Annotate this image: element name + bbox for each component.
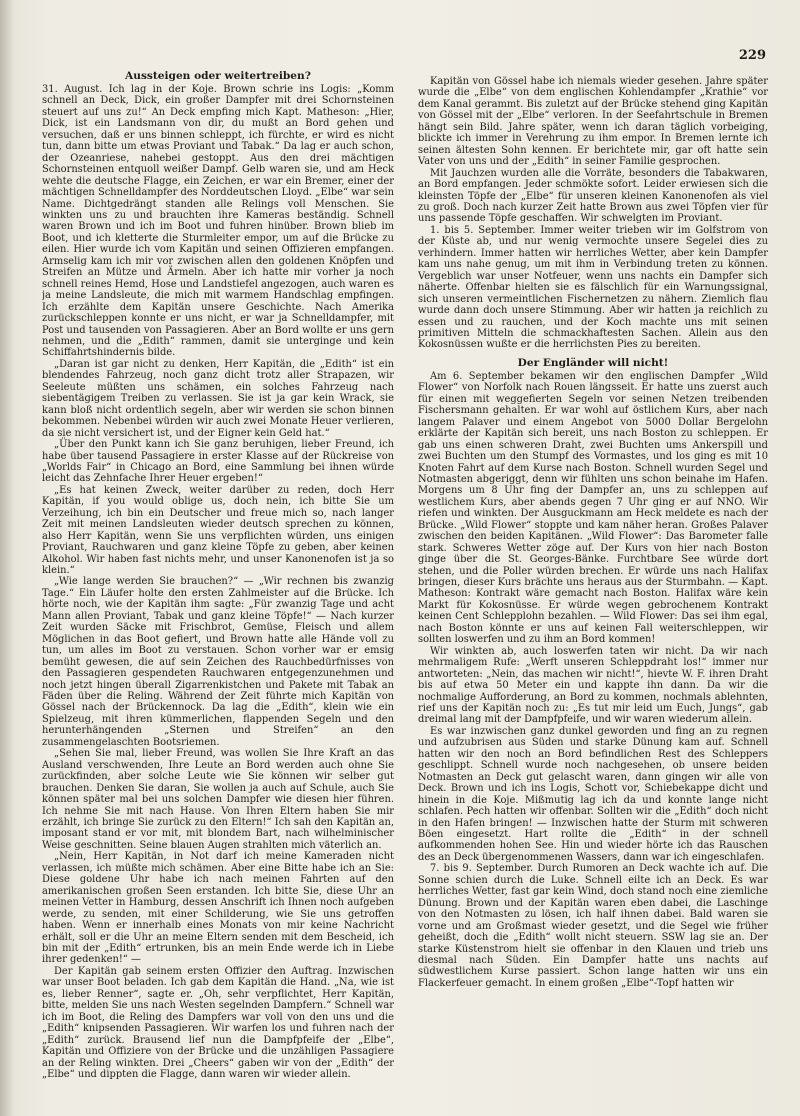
paragraph: Am 6. September bekamen wir den englischen Dampfer „Wild Flower“ von Norfolk nach Rouen längsseit. Er hatte uns zuerst auch für einen mit weggefierten Segeln vor seinen Netzen treibenden Fischersmann gehalten. Er war wohl auf östlichem Kurs, aber nach langem Palaver und einem Angebot von 5000 Dollar Bergelohn erklärte der Kapitän sich bereit, uns nach Boston zu schleppen. Er gab uns einen schweren Draht, zwei Buchten ums Ankerspill und zwei Buchten um den Stumpf des Vormastes, und los ging es mit 10 Knoten Fahrt auf dem Kurse nach Boston. Schnell wurden Segel und Notmasten abgeriggt, denn wir fühlten uns schon beinahe im Hafen. Morgens um 8 Uhr fing der Dampfer an, uns zu schleppen auf westlichem Kurs, aber abends gegen 7 Uhr ging er auf NNO. Wir riefen und winkten. Der Ausguckmann am Heck meldete es nach der Brücke. „Wild Flower“ stoppte und kam näher heran. Großes Palaver zwischen den beiden Kapitänen. „Wild Flower“: Das Barometer falle stark. Schweres Wetter zöge auf. Der Kurs von hier nach Boston ginge über die St. Georges-Bänke. Furchtbare See würde dort stehen, und die Poller würden brechen. Er würde uns nach Halifax bringen, dieser Kurs brächte uns heraus aus der Sturmbahn. — Kapt. Matheson: Kontrakt wäre gemacht nach Boston. Halifax wäre kein Markt für Kokosnüsse. Er würde wegen gebrochenem Kontrakt keinen Cent Schlepplohn bezahlen. — Wild Flower: Das sei ihm egal, nach Boston könnte er uns auf keinen Fall weiterschleppen, wir sollten loswerfen und zu ihm an Bord kommen!: [418, 370, 768, 646]
text-column-right: [418, 76, 768, 1102]
section-heading: Aussteigen oder weitertreiben?: [125, 70, 311, 82]
paragraph: „Sehen Sie mal, lieber Freund, was wollen Sie Ihre Kraft an das Ausland verschwenden, Ihre Leute an Bord werden auch ohne Sie zurückfinden, aber solche Leute wie Sie können wir selber gut brauchen. Denken Sie daran, Sie wollen ja auch auf Schule, auch Sie können später mal bei uns solchen Dampfer wie diesen hier führen. Ich nehme Sie mit nach Hause. Von Ihren Eltern haben Sie mir erzählt, ich bringe Sie zurück zu den Eltern!“ Ich sah den Kapitän an, imposant stand er vor mit, mit blondem Bart, nach wilhelminischer Weise geschnitten. Seine blauen Augen strahlten mich väterlich an.: [42, 748, 394, 851]
paragraph: „Nein, Herr Kapitän, in Not darf ich meine Kameraden nicht verlassen, ich müßte mich schämen. Aber eine Bitte habe ich an Sie: Diese goldene Uhr habe ich nach meinen Fahrten auf den amerikanischen großen Seen erstanden. Ich bitte Sie, diese Uhr an meinen Vetter in Hamburg, dessen Anschrift ich Ihnen noch aufgeben werde, zu senden, mit einer Schilderung, wie Sie uns getroffen haben. Wenn er innerhalb eines Monats von mir keine Nachricht erhält, soll er die Uhr an meine Eltern senden mit dem Bescheid, ich bin mit der „Edith“ ertrunken, bis an mein Ende werde ich in Liebe ihrer gedenken!“ —: [42, 851, 394, 966]
text-column-left: [42, 70, 394, 1102]
paragraph: 31. August. Ich lag in der Koje. Brown schrie ins Logis: „Komm schnell an Deck, Dick, ein großer Dampfer mit drei Schornsteinen steuert auf uns zu!“ An Deck empfing mich Kapt. Matheson: „Hier, Dick, ist ein Landsmann von dir, du mußt an Bord gehen und versuchen, daß er uns binnen schleppt, ich fürchte, er wird es nicht tun, dann bitte um etwas Proviant und Tabak.“ Da lag er auch schon, der Ozeanriese, nahebei gestoppt. Aus den drei mächtigen Schornsteinen entquoll weißer Dampf. Gelb waren sie, und am Heck wehte die deutsche Flagge, ein Zeichen, er war ein Bremer, einer der mächtigen Schnelldampfer des Norddeutschen Lloyd. „Elbe“ war sein Name. Dichtgedrängt standen alle Relings voll Menschen. Sie winkten uns zu und brauchten ihre Kameras beständig. Schnell waren Brown und ich im Boot und fuhren hinüber. Brown blieb im Boot, und ich kletterte die Sturmleiter empor, um auf die Brücke zu eilen. Hier wurde ich vom Kapitän und seinen Offizieren empfangen. Armselig kam ich mir vor zwischen allen den goldenen Knöpfen und Streifen an Mütze und Ärmeln. Aber ich hatte mir vorher ja noch schnell reines Hemd, Hose und Landstiefel angezogen, auch waren es ja meine Landsleute, die mich mit warmem Handschlag empfingen. Ich erzählte dem Kapitän unsere Geschichte. Nach Amerika zurückschleppen konnte er uns nicht, er war ja Schnelldampfer, mit Post und tausenden von Passagieren. Aber an Bord wollte er uns gern nehmen, und die „Edith“ rammen, damit sie unterginge und kein Schiffahrtshindernis bilde.: [42, 84, 394, 359]
page-number: 229: [738, 48, 766, 63]
paragraph: Mit Jauchzen wurden alle die Vorräte, besonders die Tabakwaren, an Bord empfangen. Jeder schmökte sofort. Leider erwiesen sich die kleinsten Töpfe der „Elbe“ für unseren kleinen Kanonenofen als viel zu groß. Doch nach kurzer Zeit hatte Brown aus zwei Töpfen vier für uns passende Töpfe geschaffen. Wir schwelgten im Proviant.: [418, 167, 768, 225]
paragraph: „Es hat keinen Zweck, weiter darüber zu reden, doch Herr Kapitän, if you would oblige us, doch nein, ich bitte Sie um Verzeihung, ich bin ein Deutscher und freue mich so, nach langer Zeit mit meinen Landsleuten wieder deutsch sprechen zu können, also Herr Kapitän, wenn Sie uns verpflichten würden, uns einigen Proviant, Rauchwaren und ganz kleine Töpfe zu geben, aber keinen Alkohol. Wir haben fast nichts mehr, und unser Kanonenofen ist ja so klein.“: [42, 484, 394, 577]
paragraph: Es war inzwischen ganz dunkel geworden und fing an zu regnen und aufzubrisen aus Süden und starke Dünung kam auf. Schnell hatten wir den noch an Bord befindlichen Rest des Schleppers geschlippt. Schnell wurde noch nachgesehen, ob unsere beiden Notmasten an Deck gut gelascht waren, dann gingen wir alle von Deck. Brown und ich ins Logis, Schott vor, Schiebekappe dicht und hinein in die Koje. Mißmutig lag ich da und konnte lange nicht schlafen. Pech hatten wir offenbar. Sollten wir die „Edith“ doch nicht in den Hafen bringen! — Inzwischen hatte der Sturm mit schweren Böen eingesetzt. Hart rollte die „Edith“ in der schnell aufkommenden hohen See. Hin und wieder hörte ich das Rauschen des an Deck übergenommenen Wassers, dann war ich eingeschlafen.: [418, 725, 768, 863]
page-gutter-shadow: [0, 0, 14, 1116]
section-heading: Der Engländer will nicht!: [517, 356, 669, 369]
paragraph: Wir winkten ab, auch loswerfen taten wir nicht. Da wir nach mehrmaligem Rufe: „Werft unseren Schleppdraht los!“ immer nur antworteten: „Nein, das machen wir nicht!“, hievte W. F. ihren Draht bis auf etwa 50 Meter ein und kappte ihn dann. Da wir die nochmalige Aufforderung, an Bord zu kommen, nochmals ablehnten, rief uns der Kapitän noch zu: „Es tut mir leid um Euch, Jungs“, gab dreimal lang mit der Dampfpfeife, und wir waren wiederum allein.: [418, 645, 768, 726]
paragraph: Kapitän von Gössel habe ich niemals wieder gesehen. Jahre später wurde die „Elbe“ von dem englischen Kohlendampfer „Krathie“ vor dem Kanal gerammt. Bis zuletzt auf der Brücke stehend ging Kapitän von Gössel mit der „Elbe“ verloren. In der Seefahrtschule in Bremen hängt sein Bild. Jahre später, wenn ich daran täglich vorbeiging, blickte ich immer in Verehrung zu ihm empor. In Bremen lernte ich seinen ältesten Sohn kennen. Er berichtete mir, gar oft hatte sein Vater von uns und der „Edith“ in seiner Familie gesprochen.: [418, 76, 768, 168]
paragraph: „Über den Punkt kann ich Sie ganz beruhigen, lieber Freund, ich habe über tausend Passagiere in erster Klasse auf der Rückreise von „Worlds Fair“ in Chicago an Bord, eine Sammlung bei ihnen würde leicht das Zehnfache Ihrer Heuer ergeben!“: [42, 439, 394, 485]
paragraph: „Wie lange werden Sie brauchen?“ — „Wir rechnen bis zwanzig Tage.“ Ein Läufer holte den ersten Zahlmeister auf die Brücke. Ich hörte noch, wie der Kapitän ihm sagte: „Für zwanzig Tage und acht Mann allen Proviant, Tabak und ganz kleine Töpfe!“ — Nach kurzer Zeit wurden Säcke mit Frischbrot, Gemüse, Fleisch und allem Möglichen in das Boot gefiert, und Brown hatte alle Hände voll zu tun, um alles im Boot zu verstauen. Schon vorher war er emsig bemüht gewesen, die auf sein Zeichen des Rauchbedürfnisses von den Passagieren gespendeten Rauchwaren entgegenzunehmen und noch jetzt hingen überall Zigarrenkistchen und Pakete mit Tabak an Fäden über die Reling. Während der Zeit führte mich Kapitän von Gössel nach der Brückennock. Da lag die „Edith“, klein wie ein Spielzeug, mit ihren kümmerlichen, flappenden Segeln und den herunterhängenden „Sternen und Streifen“ an den zusammengelaschten Bootsriemen.: [42, 576, 394, 748]
paragraph: „Daran ist gar nicht zu denken, Herr Kapitän, die „Edith“ ist ein blendendes Fahrzeug, noch ganz dicht trotz aller Strapazen, wir Seeleute müßten uns schämen, ein solches Fahrzeug nach siebentägigem Treiben zu verlassen. Sie ist ja gar kein Wrack, sie kann bloß nicht ordentlich segeln, aber wir werden sie schon binnen bekommen. Nebenbei würden wir auch zwei Monate Heuer verlieren, da sie nicht versichert ist, und der Eigner kein Geld hat.“: [42, 358, 394, 439]
paragraph: Der Kapitän gab seinem ersten Offizier den Auftrag. Inzwischen war unser Boot beladen. Ich gab dem Kapitän die Hand. „Na, wie ist es, lieber Renner“, sagte er. „Oh, sehr verpflichtet, Herr Kapitän, bitte, melden Sie uns nach Westen segelnden Dampfern.“ Schnell war ich im Boot, die Reling des Dampfers war voll von den uns und die „Edith“ knipsenden Passagieren. Wir warfen los und fuhren nach der „Edith“ zurück. Brausend lief nun die Dampfpfeife der „Elbe“, Kapitän und Offiziere von der Brücke und die unzähligen Passagiere an der Reling winkten. Drei „Cheers“ gaben wir von der „Edith“ der „Elbe“ und dippten die Flagge, dann waren wir wieder allein.: [42, 965, 394, 1080]
paragraph: 1. bis 5. September. Immer weiter trieben wir im Golfstrom von der Küste ab, und nur wenig vermochte unsere Segelei dies zu verhindern. Immer hatten wir herrliches Wetter, aber kein Dampfer kam uns nahe genug, um mit ihm in Verbindung treten zu können. Vergeblich war unser Notfeuer, wenn uns nachts ein Dampfer sich näherte. Offenbar hielten sie es fälschlich für ein Warnungssignal, sich unseren vermeintlichen Fischernetzen zu nähern. Ziemlich flau wurde dann doch unsere Stimmung. Aber wir hatten ja reichlich zu essen und zu rauchen, und der Koch machte uns mit seinen primitiven Mitteln die schmackhaftesten Sachen. Allein aus den Kokosnüssen wußte er die herrlichsten Pies zu bereiten.: [418, 224, 768, 351]
paragraph: 7. bis 9. September. Durch Rumoren an Deck wachte ich auf. Die Sonne schien durch die Luke. Schnell eilte ich an Deck. Es war herrliches Wetter, fast gar kein Wind, doch stand noch eine ziemliche Dünung. Brown und der Kapitän waren eben dabei, die Laschinge von den Notmasten zu lösen, ich half ihnen dabei. Bald waren sie vorne und am Großmast wieder gesetzt, und die Segel wie früher geheißt, doch die „Edith“ wollt nicht steuern. SSW lag sie an. Der starke Küstenstrom hielt sie offenbar in den Klauen und trieb uns diesmal nach Süden. Ein Dampfer hatte uns nachts auf südwestlichem Kurse passiert. Schon lange hatten wir uns ein Flackerfeuer gemacht. In einem großen „Elbe“-Topf hatten wir: [418, 863, 768, 989]
